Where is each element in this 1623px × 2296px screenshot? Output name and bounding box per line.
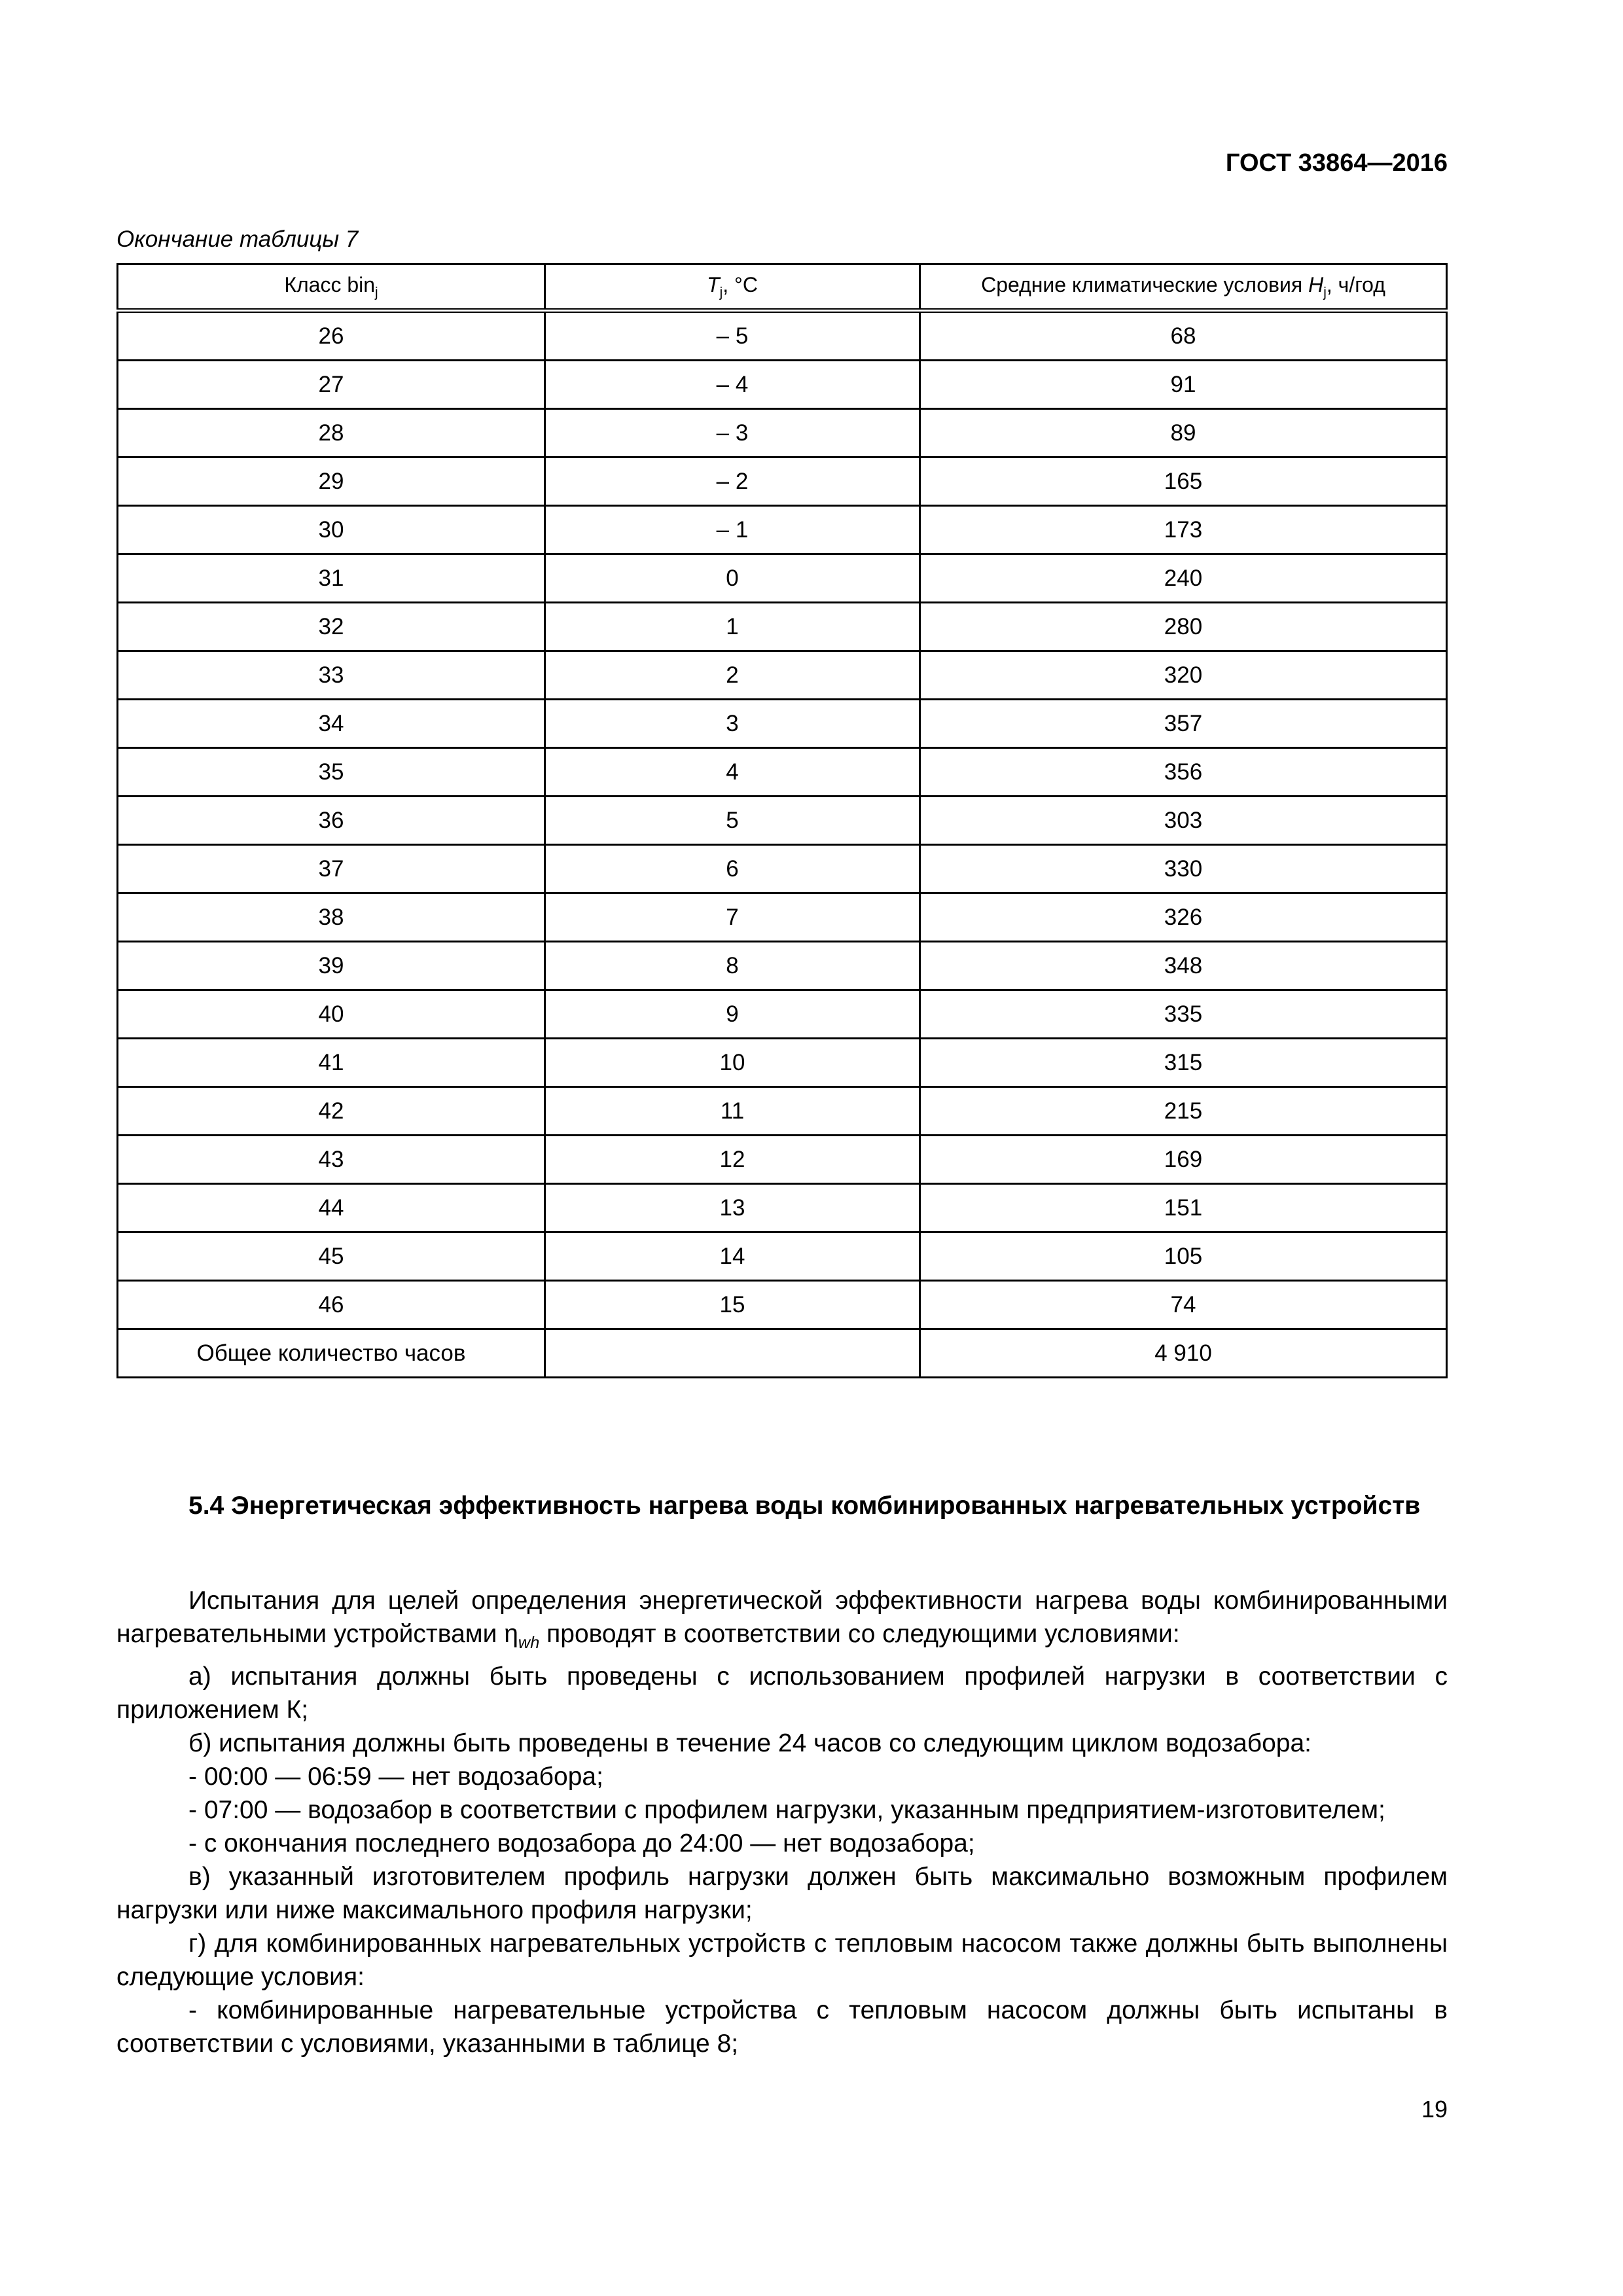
- document-code: ГОСТ 33864—2016: [1225, 149, 1448, 177]
- cell-temperature: 1: [545, 603, 920, 651]
- cell-hours: 169: [920, 1136, 1447, 1184]
- cell-hours: 165: [920, 457, 1447, 506]
- cell-temperature: – 5: [545, 311, 920, 361]
- table-row: [118, 797, 1447, 845]
- cell-bin-class: 45: [118, 1232, 545, 1281]
- cell-bin-class: 33: [118, 651, 545, 700]
- cell-temperature: 15: [545, 1281, 920, 1329]
- paragraph-intro: Испытания для целей определения энергетической эффективности нагрева воды комбинированными нагревательными устройствами $\eta_{wh}$ проводят в соответствии со следующими условиями:: [116, 1587, 1448, 1652]
- cell-temperature: 3: [545, 700, 920, 748]
- table-row: [118, 1232, 1447, 1281]
- column-header-bin-class: Класс bin$_j$: [118, 264, 545, 311]
- cell-bin-class: 43: [118, 1136, 545, 1184]
- table-header-row: [118, 264, 1447, 311]
- cell-hours: 215: [920, 1087, 1447, 1136]
- cell-hours: 68: [920, 311, 1447, 361]
- cell-bin-class: 42: [118, 1087, 545, 1136]
- table-row: [118, 748, 1447, 797]
- table-total-row: [118, 1329, 1447, 1378]
- cell-hours: 356: [920, 748, 1447, 797]
- table-row: [118, 1039, 1447, 1087]
- cell-temperature: 9: [545, 990, 920, 1039]
- table-row: [118, 457, 1447, 506]
- cell-bin-class: 30: [118, 506, 545, 554]
- cell-bin-class: 44: [118, 1184, 545, 1232]
- table-row: [118, 942, 1447, 990]
- cell-temperature: 7: [545, 893, 920, 942]
- table-row: [118, 845, 1447, 893]
- cell-temperature: 8: [545, 942, 920, 990]
- table-caption: Окончание таблицы 7: [116, 226, 359, 252]
- cell-bin-class: 31: [118, 554, 545, 603]
- cell-bin-class: 38: [118, 893, 545, 942]
- table-row: [118, 554, 1447, 603]
- section-body: [116, 1584, 1448, 2060]
- column-header-hours: Средние климатические условия $H_j$, ч/год: [920, 264, 1447, 311]
- cell-hours: 315: [920, 1039, 1447, 1087]
- cell-hours: 357: [920, 700, 1447, 748]
- cell-temperature: 14: [545, 1232, 920, 1281]
- cell-temperature: 11: [545, 1087, 920, 1136]
- table-body: [118, 311, 1447, 1329]
- cell-temperature: 0: [545, 554, 920, 603]
- cell-hours: 151: [920, 1184, 1447, 1232]
- cell-bin-class: 41: [118, 1039, 545, 1087]
- table-row: [118, 893, 1447, 942]
- cell-temperature: 4: [545, 748, 920, 797]
- cell-hours: 335: [920, 990, 1447, 1039]
- list-item-g: г) для комбинированных нагревательных устройств с тепловым насосом также должны быть выполнены следующие условия:: [116, 1929, 1448, 1991]
- table-row: [118, 361, 1447, 409]
- table-row: [118, 1184, 1447, 1232]
- cell-hours: 91: [920, 361, 1447, 409]
- table-row: [118, 1087, 1447, 1136]
- cell-bin-class: 29: [118, 457, 545, 506]
- sub-item-2: - 07:00 — водозабор в соответствии с профилем нагрузки, указанным предприятием-изготовителем;: [188, 1795, 1385, 1824]
- table-row: [118, 700, 1447, 748]
- list-item-a: а) испытания должны быть проведены с использованием профилей нагрузки в соответствии с приложением К;: [116, 1662, 1448, 1724]
- cell-bin-class: 35: [118, 748, 545, 797]
- cell-bin-class: 46: [118, 1281, 545, 1329]
- cell-temperature: – 1: [545, 506, 920, 554]
- cell-bin-class: 37: [118, 845, 545, 893]
- table-row: [118, 1281, 1447, 1329]
- cell-hours: 320: [920, 651, 1447, 700]
- cell-temperature: – 3: [545, 409, 920, 457]
- cell-bin-class: 36: [118, 797, 545, 845]
- column-header-temperature: $T_j$, °С: [545, 264, 920, 311]
- cell-temperature: 5: [545, 797, 920, 845]
- eta-symbol: η: [504, 1620, 518, 1648]
- climate-bins-table: [116, 263, 1448, 1378]
- cell-bin-class: 32: [118, 603, 545, 651]
- total-value: 4 910: [920, 1329, 1447, 1378]
- cell-hours: 240: [920, 554, 1447, 603]
- table-row: [118, 603, 1447, 651]
- table-row: [118, 311, 1447, 361]
- total-label: Общее количество часов: [118, 1329, 545, 1378]
- sub-item-3: - с окончания последнего водозабора до 24:00 — нет водозабора;: [188, 1829, 975, 1857]
- cell-hours: 74: [920, 1281, 1447, 1329]
- cell-hours: 105: [920, 1232, 1447, 1281]
- table-row: [118, 506, 1447, 554]
- sub-item-4: - комбинированные нагревательные устройства с тепловым насосом должны быть испытаны в соответствии с условиями, указанными в таблице 8;: [116, 1996, 1448, 2058]
- cell-bin-class: 28: [118, 409, 545, 457]
- list-item-b: б) испытания должны быть проведены в течение 24 часов со следующим циклом водозабора:: [188, 1729, 1311, 1757]
- table-row: [118, 651, 1447, 700]
- cell-bin-class: 40: [118, 990, 545, 1039]
- cell-hours: 173: [920, 506, 1447, 554]
- cell-hours: 326: [920, 893, 1447, 942]
- page-number: 19: [1421, 2096, 1448, 2123]
- table-row: [118, 409, 1447, 457]
- cell-hours: 348: [920, 942, 1447, 990]
- cell-bin-class: 34: [118, 700, 545, 748]
- cell-temperature: 10: [545, 1039, 920, 1087]
- cell-hours: 330: [920, 845, 1447, 893]
- table-row: [118, 990, 1447, 1039]
- cell-bin-class: 27: [118, 361, 545, 409]
- table-row: [118, 1136, 1447, 1184]
- cell-temperature: – 4: [545, 361, 920, 409]
- cell-bin-class: 39: [118, 942, 545, 990]
- sub-item-1: - 00:00 — 06:59 — нет водозабора;: [188, 1762, 603, 1791]
- cell-hours: 280: [920, 603, 1447, 651]
- cell-temperature: 2: [545, 651, 920, 700]
- list-item-v: в) указанный изготовителем профиль нагрузки должен быть максимально возможным профилем нагрузки или ниже максимального профиля нагрузки;: [116, 1862, 1448, 1924]
- cell-temperature: – 2: [545, 457, 920, 506]
- cell-temperature: 13: [545, 1184, 920, 1232]
- cell-bin-class: 26: [118, 311, 545, 361]
- section-heading: 5.4 Энергетическая эффективность нагрева воды комбинированных нагревательных устройств: [188, 1492, 1421, 1520]
- cell-temperature: 12: [545, 1136, 920, 1184]
- total-empty-cell: [545, 1329, 920, 1378]
- cell-hours: 89: [920, 409, 1447, 457]
- cell-hours: 303: [920, 797, 1447, 845]
- cell-temperature: 6: [545, 845, 920, 893]
